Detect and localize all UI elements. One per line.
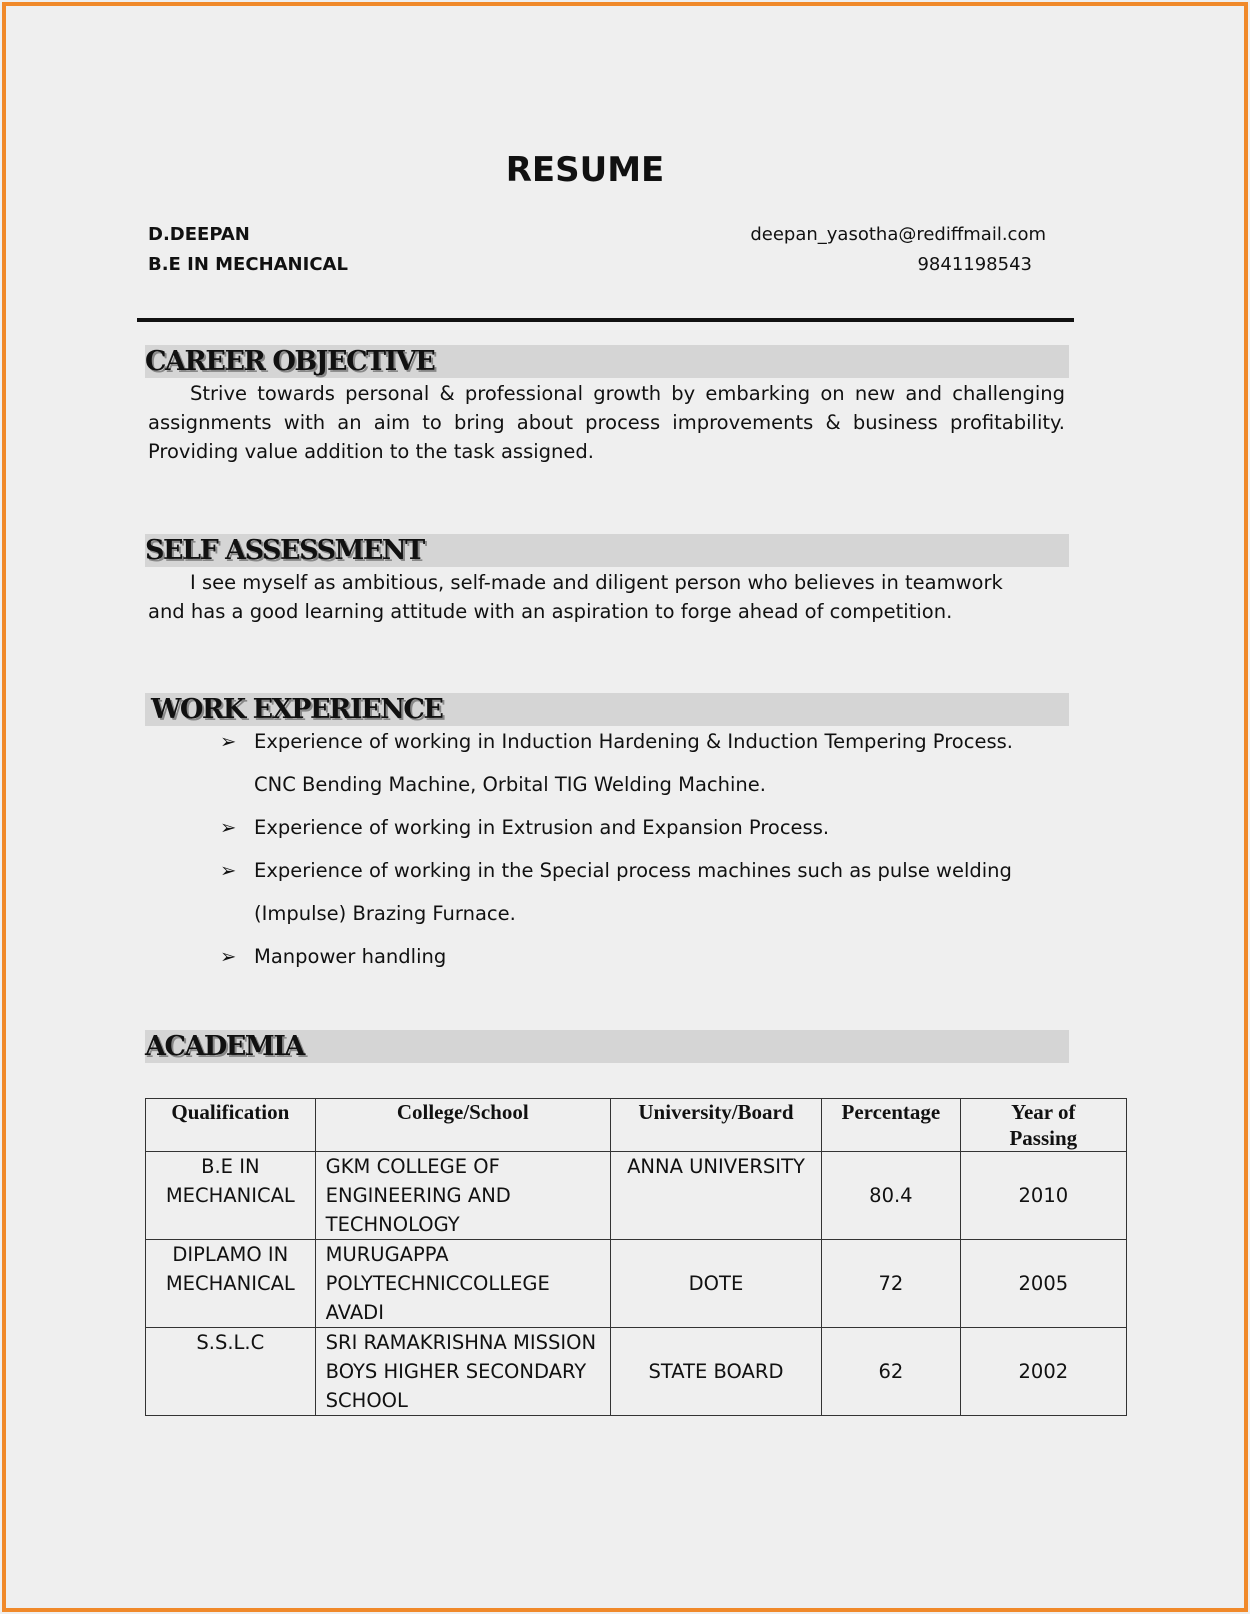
section-heading: ACADEMIA bbox=[145, 1031, 304, 1062]
cell-qualification: B.E IN MECHANICAL bbox=[146, 1152, 316, 1240]
item-text: Manpower handling bbox=[254, 945, 447, 968]
arrowhead-bullet-icon: ➢ bbox=[220, 816, 237, 839]
section-heading: SELF ASSESSMENT bbox=[145, 535, 424, 566]
arrowhead-bullet-icon: ➢ bbox=[220, 945, 237, 968]
section-academia bbox=[145, 1030, 1069, 1063]
academia-table bbox=[145, 1098, 1127, 1416]
list-item bbox=[220, 806, 1070, 849]
cell-percentage: 62 bbox=[822, 1328, 961, 1416]
section-heading: WORK EXPERIENCE bbox=[151, 694, 443, 725]
cell-college: GKM COLLEGE OF ENGINEERING AND TECHNOLOGY bbox=[315, 1152, 610, 1240]
item-text: CNC Bending Machine, Orbital TIG Welding Machine. bbox=[254, 773, 766, 796]
cell-university: DOTE bbox=[610, 1240, 821, 1328]
cell-college: MURUGAPPA POLYTECHNICCOLLEGE AVADI bbox=[315, 1240, 610, 1328]
item-text: Experience of working in Extrusion and Expansion Process. bbox=[254, 816, 830, 839]
cell-percentage: 80.4 bbox=[822, 1152, 961, 1240]
column-header: College/School bbox=[315, 1099, 610, 1152]
column-header: University/Board bbox=[610, 1099, 821, 1152]
arrowhead-bullet-icon: ➢ bbox=[220, 859, 237, 882]
phone: 9841198543 bbox=[917, 254, 1032, 275]
career-objective-text: Strive towards personal & professional growth by embarking on new and challenging assignments with an aim to bring about process improvements & business profitability. Providing value addition to the task assigned. bbox=[148, 382, 1065, 463]
item-text: (Impulse) Brazing Furnace. bbox=[254, 902, 516, 925]
cell-year: 2010 bbox=[960, 1152, 1126, 1240]
section-heading: CAREER OBJECTIVE bbox=[145, 346, 435, 377]
section-self-assessment bbox=[145, 534, 1069, 567]
list-item bbox=[220, 935, 1070, 978]
candidate-name: D.DEEPAN bbox=[148, 224, 250, 245]
item-text: Experience of working in the Special process machines such as pulse welding bbox=[254, 859, 1012, 882]
list-item bbox=[220, 849, 1070, 935]
cell-qualification: S.S.L.C bbox=[146, 1328, 316, 1416]
table-header-row bbox=[146, 1099, 1127, 1152]
divider bbox=[137, 318, 1074, 322]
cell-university: ANNA UNIVERSITY bbox=[610, 1152, 821, 1240]
arrowhead-bullet-icon: ➢ bbox=[220, 730, 237, 753]
self-assessment-text: I see myself as ambitious, self-made and diligent person who believes in teamwork and has a good learning attitude with an aspiration to forge ahead of competition. bbox=[148, 571, 1003, 623]
cell-percentage: 72 bbox=[822, 1240, 961, 1328]
column-header: Qualification bbox=[146, 1099, 316, 1152]
column-header: Percentage bbox=[822, 1099, 961, 1152]
table-row bbox=[146, 1328, 1127, 1416]
work-experience-list bbox=[220, 720, 1070, 978]
candidate-degree: B.E IN MECHANICAL bbox=[148, 254, 348, 275]
table-row bbox=[146, 1152, 1127, 1240]
page-title: RESUME bbox=[505, 150, 665, 190]
cell-university: STATE BOARD bbox=[610, 1328, 821, 1416]
email[interactable]: deepan_yasotha@rediffmail.com bbox=[750, 224, 1046, 245]
cell-college: SRI RAMAKRISHNA MISSION BOYS HIGHER SECONDARY SCHOOL bbox=[315, 1328, 610, 1416]
table-row bbox=[146, 1240, 1127, 1328]
section-career-objective bbox=[145, 345, 1069, 378]
cell-year: 2002 bbox=[960, 1328, 1126, 1416]
cell-qualification: DIPLAMO IN MECHANICAL bbox=[146, 1240, 316, 1328]
list-item bbox=[220, 720, 1070, 806]
item-text: Experience of working in Induction Hardening & Induction Tempering Process. bbox=[254, 730, 1013, 753]
column-header: Year of Passing bbox=[960, 1099, 1126, 1152]
cell-year: 2005 bbox=[960, 1240, 1126, 1328]
